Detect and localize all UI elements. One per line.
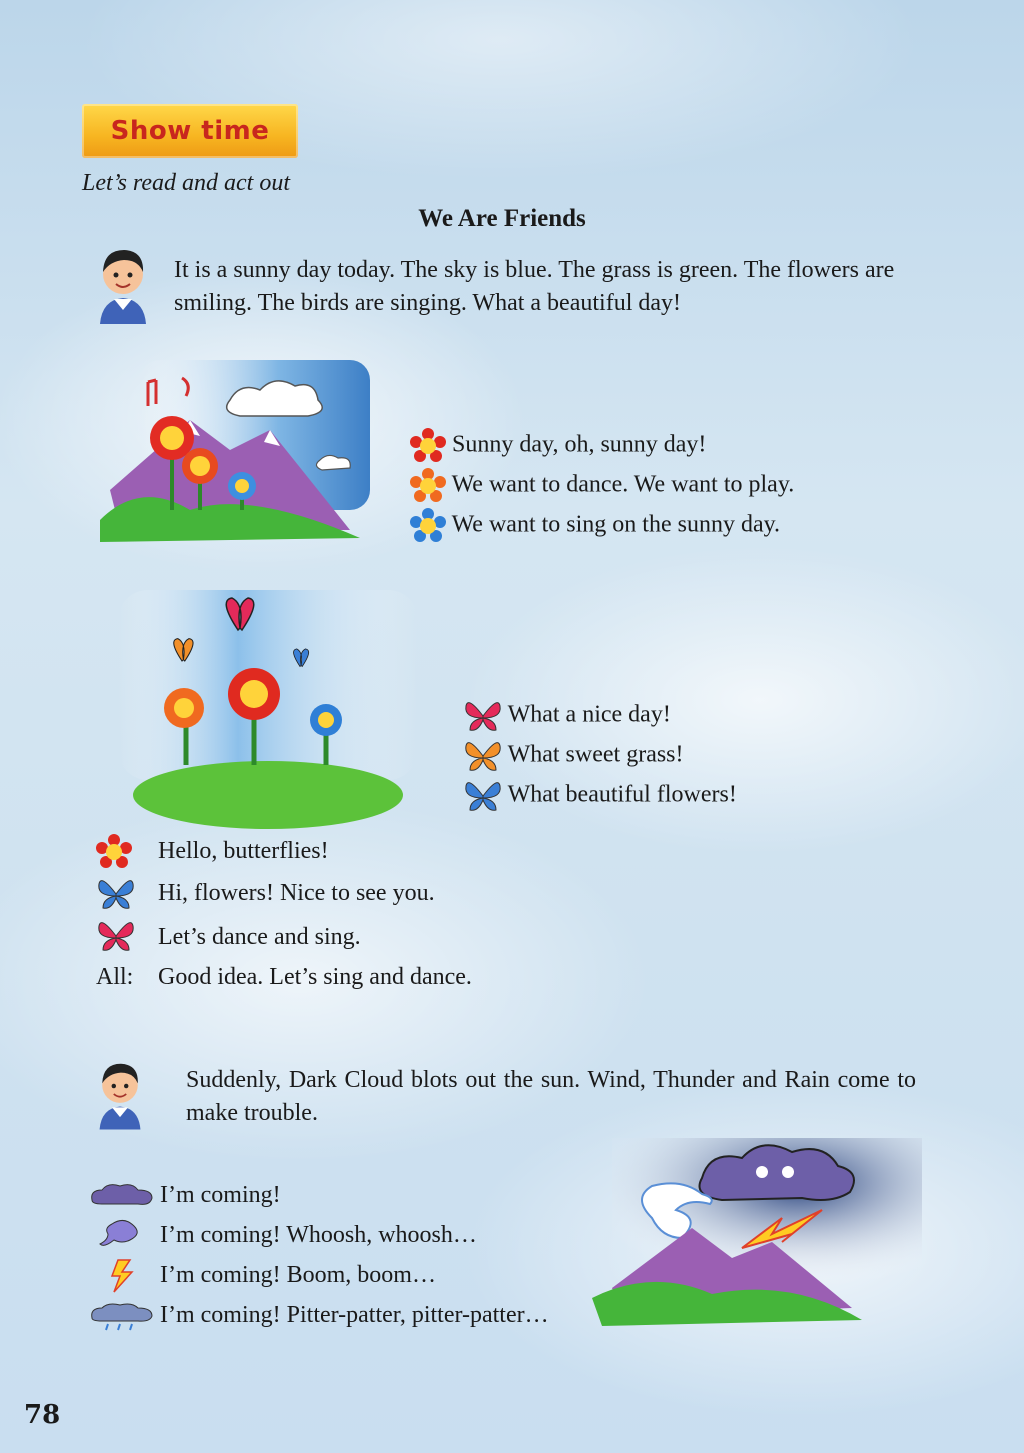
- thunder-icon: [104, 1258, 144, 1294]
- song-line: Sunny day, oh, sunny day!: [452, 431, 707, 458]
- butterflies-lines: [464, 698, 737, 818]
- weather-line: I’m coming! Boom, boom…: [160, 1262, 436, 1288]
- dialogue-text: Good idea. Let’s sing and dance.: [158, 964, 472, 990]
- story-title: We Are Friends: [418, 205, 586, 232]
- dialogue-text: Let’s dance and sing.: [158, 924, 361, 950]
- weather-line: I’m coming!: [160, 1182, 281, 1208]
- narration-1: It is a sunny day today. The sky is blue. The grass is green. The flowers are smiling. The birds are singing. What a beautiful day!: [174, 257, 895, 316]
- narrator-boy-icon: [96, 244, 150, 324]
- orange-butterfly-icon: [464, 738, 502, 774]
- narrator-boy-icon: [96, 1058, 144, 1130]
- storm-illustration: [592, 1138, 922, 1328]
- narration-2: Suddenly, Dark Cloud blots out the sun. Wind, Thunder and Rain come to make trouble.: [186, 1067, 916, 1126]
- list-item: [410, 508, 794, 548]
- list-item: [464, 778, 737, 818]
- weather-line: I’m coming! Pitter-patter, pitter-patter…: [160, 1302, 549, 1328]
- dialogue-text: Hi, flowers! Nice to see you.: [158, 880, 435, 906]
- butterfly-line: What beautiful flowers!: [507, 781, 737, 808]
- red-flower-icon: [410, 428, 446, 464]
- page-number: 78: [24, 1400, 61, 1430]
- blue-flower-icon: [410, 508, 446, 544]
- rain-cloud-icon: [88, 1302, 156, 1332]
- section-badge: [82, 104, 298, 158]
- list-item: [410, 428, 794, 468]
- blue-butterfly-icon: [464, 778, 502, 814]
- flowers-song: [410, 428, 794, 548]
- red-flower-icon: [96, 834, 132, 870]
- dialogue-speaker: All:: [96, 964, 134, 990]
- dialogue-text: Hello, butterflies!: [158, 838, 329, 864]
- section-badge-label: Show time: [110, 116, 270, 146]
- weather-line: I’m coming! Whoosh, whoosh…: [160, 1222, 477, 1248]
- instruction: Let’s read and act out: [82, 170, 290, 196]
- butterflies-flowers-illustration: [118, 590, 418, 830]
- list-item: [410, 468, 794, 508]
- flowers-mountain-illustration: [100, 360, 370, 550]
- orange-flower-icon: [410, 468, 446, 504]
- list-item: [464, 698, 737, 738]
- song-line: We want to dance. We want to play.: [451, 471, 795, 498]
- blue-butterfly-icon: [96, 876, 136, 912]
- butterfly-line: What sweet grass!: [507, 741, 684, 768]
- red-butterfly-icon: [96, 918, 136, 954]
- wind-icon: [94, 1218, 154, 1252]
- song-line: We want to sing on the sunny day.: [451, 511, 781, 538]
- butterfly-line: What a nice day!: [507, 701, 671, 728]
- red-butterfly-icon: [464, 698, 502, 734]
- dark-cloud-icon: [88, 1182, 156, 1208]
- list-item: [464, 738, 737, 778]
